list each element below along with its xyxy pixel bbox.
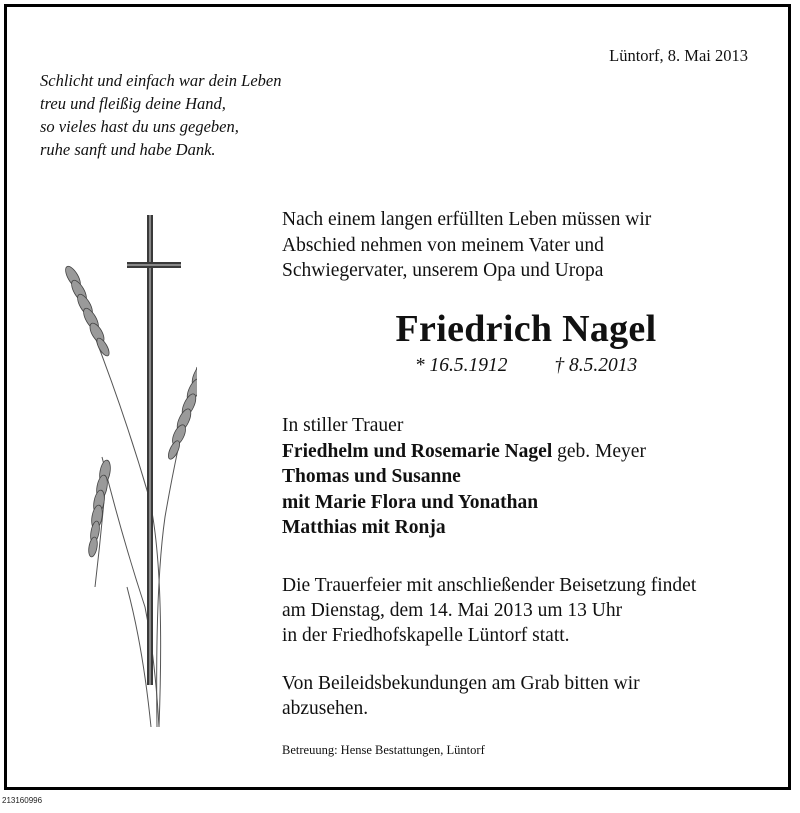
intro-line: Abschied nehmen von meinem Vater und — [282, 234, 604, 256]
intro-line: Schwiegervater, unserem Opa und Uropa — [282, 260, 604, 281]
intro-line: Nach einem langen erfüllten Leben müssen wir — [282, 209, 652, 230]
deceased-name: Friedrich Nagel — [395, 308, 657, 350]
ad-code: 213160996 — [2, 796, 43, 805]
poem — [40, 69, 282, 161]
ceremony-line: Die Trauerfeier mit anschließender Beisetzung findet — [282, 575, 697, 596]
mourner-names: Thomas und Susanne — [282, 466, 461, 487]
intro-text — [282, 207, 651, 284]
maiden-name: geb. Meyer — [552, 440, 646, 462]
birth-date: * 16.5.1912 — [414, 355, 508, 376]
death-date: † 8.5.2013 — [554, 355, 638, 376]
poem-line: so vieles hast du uns gegeben, — [40, 117, 239, 136]
mourner-line — [282, 439, 646, 465]
mourners-list — [282, 413, 646, 541]
funeral-home-credit: Betreuung: Hense Bestattungen, Lüntorf — [282, 743, 485, 757]
obituary-frame — [4, 4, 791, 790]
life-dates — [283, 355, 769, 377]
condolence-note — [282, 671, 640, 721]
wheat-ears-icon — [63, 264, 197, 727]
mourner-line — [282, 464, 646, 490]
mourner-line — [282, 490, 646, 516]
condolence-line: abzusehen. — [282, 698, 369, 719]
poem-line: Schlicht und einfach war dein Leben — [40, 71, 282, 90]
mourner-names: mit Marie Flora und Yonathan — [282, 491, 539, 513]
mourning-heading: In stiller Trauer — [282, 415, 404, 436]
mourner-names: Matthias mit Ronja — [282, 517, 446, 538]
poem-line: ruhe sanft und habe Dank. — [40, 140, 216, 159]
condolence-line: Von Beileidsbekundungen am Grab bitten wir — [282, 673, 640, 694]
ceremony-line: in der Friedhofskapelle Lüntorf statt. — [282, 625, 570, 646]
ceremony-line: am Dienstag, dem 14. Mai 2013 um 13 Uhr — [282, 600, 623, 621]
poem-line: treu und fleißig deine Hand, — [40, 94, 226, 113]
mourner-names: Friedhelm und Rosemarie Nagel — [282, 440, 553, 462]
place-date: Lüntorf, 8. Mai 2013 — [609, 46, 748, 65]
mourner-line — [282, 515, 646, 541]
ceremony-info — [282, 573, 696, 648]
cross-wheat-illustration — [47, 207, 197, 732]
